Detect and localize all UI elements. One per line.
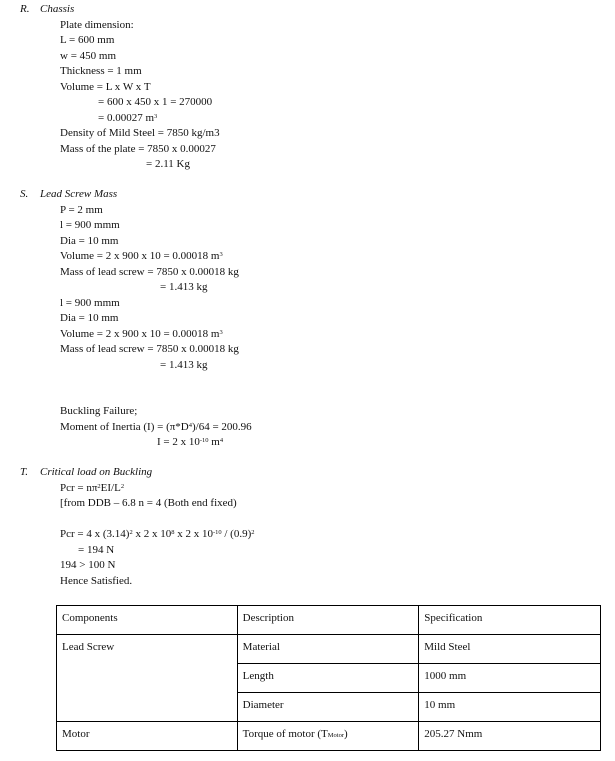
dia-line-2: Dia = 10 mm [60, 312, 119, 324]
screw-volume-line: Volume = 2 x 900 x 10 = 0.00018 $m^3$ [60, 250, 223, 262]
buckling-label: Buckling Failure; [60, 405, 138, 417]
plate-length: L = 600 mm [60, 34, 115, 46]
plate-thickness: Thickness = 1 mm [60, 65, 142, 77]
chassis-title: Chassis [40, 3, 75, 15]
screw-mass-result: = 1.413 kg [160, 281, 208, 293]
chassis-number: R. [20, 3, 30, 15]
plate-mass-formula: Mass of the plate = 7850 x 0.00027 [60, 143, 216, 155]
moment-of-inertia-line: Moment of Inertia $(I) = (\pi*D^4)/64 = 200.96$ [60, 421, 252, 433]
lead-screw-mass-heading [20, 187, 117, 202]
description-material: Material [237, 635, 419, 664]
density-line: Density of Mild Steel = 7850 kg/m3 [60, 127, 220, 139]
critical-load-title: Critical load on Buckling [40, 466, 153, 478]
lead-screw-mass-title: Lead Screw Mass [40, 188, 118, 200]
specification-table [56, 605, 601, 751]
volume-formula: Volume = L x W x T [60, 81, 151, 93]
specification-torque: 205.27 Nmm [419, 722, 601, 751]
screw-mass-result-2: = 1.413 kg [160, 359, 208, 371]
screw-mass-line: Mass of lead screw = 7850 x 0.00018 kg [60, 266, 239, 278]
description-diameter: Diameter [237, 693, 419, 722]
plate-mass-result: = 2.11 Kg [146, 158, 190, 170]
plate-width: w = 450 mm [60, 50, 117, 62]
dia-line: Dia = 10 mm [60, 235, 119, 247]
header-description: Description [237, 606, 419, 635]
description-length: Length [237, 664, 419, 693]
pitch-line: P = 2 mm [60, 204, 103, 216]
screw-mass-line-2: Mass of lead screw = 7850 x 0.00018 kg [60, 343, 239, 355]
plate-dimension-label: Plate dimension: [60, 19, 134, 31]
chassis-heading [20, 2, 74, 17]
description-torque: Torque of motor $(T_{Motor})$ [237, 722, 419, 751]
critical-load-number: T. [20, 466, 29, 478]
table-row [57, 635, 601, 664]
lead-screw-mass-number: S. [20, 188, 29, 200]
table-row [57, 722, 601, 751]
pcr-calculation: Pcr = 4 x $(3.14)^2$ x 2 x $10^8$ x 2 x $10^{-10} / (0.9)^2$ [60, 528, 255, 540]
comparison-line: 194 > 100 N [60, 559, 116, 571]
inertia-result: I = 2 x $10^{-10}$ $m^4$ [157, 436, 224, 448]
table-header-row [57, 606, 601, 635]
volume-calc: = 600 x 450 x 1 = 270000 [98, 96, 213, 108]
critical-load-heading [20, 465, 152, 480]
specification-length: 1000 mm [419, 664, 601, 693]
specification-material: Mild Steel [419, 635, 601, 664]
pcr-result: = 194 N [78, 544, 115, 556]
screw-volume-line-2: Volume = 2 x 900 x 10 = 0.00018 $m^3$ [60, 328, 223, 340]
header-components: Components [57, 606, 238, 635]
component-motor: Motor [57, 722, 238, 751]
conclusion-line: Hence Satisfied. [60, 575, 133, 587]
length-line: l = 900 mmm [60, 219, 120, 231]
volume-result: = 0.00027 $m^3$ [98, 112, 158, 124]
component-lead-screw: Lead Screw [57, 635, 238, 722]
pcr-formula: Pcr = $n\pi^2EI/L^2$ [60, 482, 125, 494]
specification-diameter: 10 mm [419, 693, 601, 722]
length-line-2: l = 900 mmm [60, 297, 120, 309]
ddb-reference: [from DDB – 6.8 n = 4 (Both end fixed) [60, 497, 237, 509]
header-specification: Specification [419, 606, 601, 635]
